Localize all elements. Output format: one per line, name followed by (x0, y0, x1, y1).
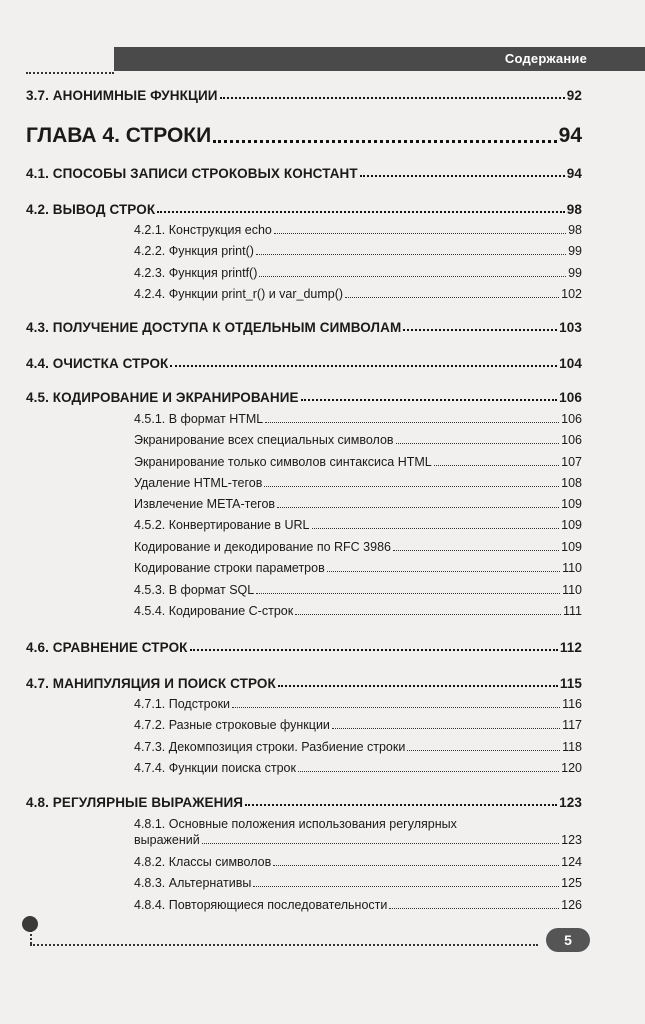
toc-leader (301, 399, 558, 401)
toc-subentry (134, 718, 582, 732)
toc-leader (278, 685, 558, 687)
toc-entry-label: 4.6. СРАВНЕНИЕ СТРОК (26, 640, 188, 655)
toc-entry-page: 123 (559, 795, 582, 810)
toc-subentry-page: 106 (561, 433, 582, 447)
toc-subentry-page: 108 (561, 476, 582, 490)
toc-subentry (134, 244, 582, 258)
toc-subentry-label: 4.2.4. Функции print_r() и var_dump() (134, 287, 344, 301)
toc-subentry-label: 4.8.3. Альтернативы (134, 876, 252, 890)
toc-entry-label: 4.4. ОЧИСТКА СТРОК (26, 356, 169, 371)
toc-entry (26, 390, 582, 405)
toc-subentry (134, 518, 582, 532)
toc-entry-label: 4.8. РЕГУЛЯРНЫЕ ВЫРАЖЕНИЯ (26, 795, 244, 810)
toc-subentry-label: 4.5.2. Конвертирование в URL (134, 518, 310, 532)
toc-chapter-page: 94 (558, 124, 582, 147)
toc-leader (277, 507, 559, 508)
toc-subentry-label: Кодирование и декодирование по RFC 3986 (134, 540, 391, 554)
toc-subentry (134, 604, 582, 618)
toc-leader (273, 865, 559, 866)
toc-subentry (134, 561, 582, 575)
toc-subentry (134, 761, 582, 775)
toc-subentry-label: 4.8.4. Повторяющиеся последовательности (134, 898, 388, 912)
toc-subentry-page: 120 (561, 761, 582, 775)
toc-entry-page: 104 (559, 356, 582, 371)
toc-subentry-label: 4.5.1. В формат HTML (134, 412, 264, 426)
toc-subentry-page: 98 (568, 223, 582, 237)
toc-entry-label: 4.1. СПОСОБЫ ЗАПИСИ СТРОКОВЫХ КОНСТАНТ (26, 166, 358, 181)
toc-subentry-label: Экранирование всех специальных символов (134, 433, 394, 447)
toc-entry-label: 4.5. КОДИРОВАНИЕ И ЭКРАНИРОВАНИЕ (26, 390, 299, 405)
toc-leader (157, 211, 565, 213)
toc-subentry (134, 740, 582, 754)
toc-leader (259, 276, 566, 277)
toc-leader (274, 233, 566, 234)
toc-leader (245, 804, 557, 806)
toc-leader (202, 843, 559, 844)
toc-entry-label: 4.3. ПОЛУЧЕНИЕ ДОСТУПА К ОТДЕЛЬНЫМ СИМВОЛАМ (26, 320, 402, 335)
toc-subentry-label: 4.2.3. Функция printf() (134, 266, 258, 280)
toc-leader (264, 486, 559, 487)
toc-subentry-label: 4.2.2. Функция print() (134, 244, 254, 258)
toc-subentry-page: 102 (561, 287, 582, 301)
toc-entry-label: 4.7. МАНИПУЛЯЦИЯ И ПОИСК СТРОК (26, 676, 276, 691)
toc-entry (26, 795, 582, 810)
toc-subentry (134, 876, 582, 890)
toc-leader (396, 443, 560, 444)
toc-leader (256, 254, 566, 255)
header-title: Содержание (504, 51, 587, 66)
toc-leader (403, 329, 557, 331)
toc-subentry-page: 99 (568, 266, 582, 280)
toc-subentry-label: Экранирование только символов синтаксиса HTML (134, 455, 432, 469)
toc-subentry (134, 855, 582, 869)
toc-leader (407, 750, 560, 751)
toc-subentry-page: 99 (568, 244, 582, 258)
toc-entry (26, 202, 582, 217)
toc-leader (345, 297, 559, 298)
toc-subentry (134, 412, 582, 426)
toc-entry-label: 4.2. ВЫВОД СТРОК (26, 202, 156, 217)
toc-subentry-page: 124 (561, 855, 582, 869)
toc-subentry (134, 455, 582, 469)
toc-subentry (134, 497, 582, 511)
header-bar (114, 47, 645, 71)
toc-subentry-page: 117 (562, 718, 582, 732)
toc-subentry-label: 4.2.1. Конструкция echo (134, 223, 272, 237)
toc-leader (220, 97, 565, 99)
toc-subentry (134, 433, 582, 447)
toc-subentry-label: 4.8.2. Классы символов (134, 855, 272, 869)
toc-chapter (26, 124, 582, 148)
toc-subentry (134, 697, 582, 711)
toc-subentry-page: 118 (562, 740, 582, 754)
toc-subentry-label: 4.5.3. В формат SQL (134, 583, 255, 597)
toc-subentry-label: Кодирование строки параметров (134, 561, 325, 575)
toc-entry (26, 640, 582, 655)
toc-subentry-page: 126 (561, 898, 582, 912)
toc-entry (26, 320, 582, 335)
toc-subentry-page: 123 (561, 833, 582, 847)
toc-subentry-page: 109 (561, 518, 582, 532)
toc-subentry-page: 116 (562, 697, 582, 711)
header-dotted-rule (26, 72, 114, 74)
toc-entry-page: 103 (559, 320, 582, 335)
toc-entry-page: 115 (559, 676, 582, 691)
toc-subentry-label: выражений (134, 833, 200, 847)
toc-subentry-label: 4.7.4. Функции поиска строк (134, 761, 296, 775)
toc-entry-page: 92 (566, 88, 582, 103)
toc-subentry-page: 107 (561, 455, 582, 469)
toc-entry (26, 88, 582, 103)
toc-leader (256, 593, 560, 594)
toc-subentry-label: 4.7.3. Декомпозиция строки. Разбиение строки (134, 740, 406, 754)
toc-subentry-label: 4.5.4. Кодирование С-строк (134, 604, 294, 618)
toc-leader (190, 649, 558, 651)
toc-subentry-page: 109 (561, 540, 582, 554)
toc-entry (26, 676, 582, 691)
toc-subentry-page: 125 (561, 876, 582, 890)
toc-subentry-label: 4.7.2. Разные строковые функции (134, 718, 330, 732)
toc-entry-label: 3.7. АНОНИМНЫЕ ФУНКЦИИ (26, 88, 218, 103)
toc-leader (213, 140, 556, 143)
toc-subentry-label: Извлечение META-тегов (134, 497, 276, 511)
page-number-badge: 5 (546, 928, 590, 952)
toc-entry-page: 106 (559, 390, 582, 405)
toc-subentry (134, 266, 582, 280)
toc-subentry-page: 111 (562, 604, 582, 618)
toc-subentry (134, 898, 582, 912)
toc-subentry-page: 110 (562, 561, 582, 575)
toc-leader (298, 771, 559, 772)
toc-subentry-page: 109 (561, 497, 582, 511)
toc-leader (327, 571, 560, 572)
toc-leader (232, 707, 560, 708)
toc-chapter-label: ГЛАВА 4. СТРОКИ (26, 124, 212, 147)
toc-entry-page: 98 (566, 202, 582, 217)
toc-subentry-label: Удаление HTML-тегов (134, 476, 263, 490)
toc-subentry-page: 110 (562, 583, 582, 597)
footer-dotted-vertical (30, 930, 32, 944)
toc-leader (253, 886, 559, 887)
toc-entry-page: 112 (559, 640, 582, 655)
toc-leader (265, 422, 559, 423)
toc-entry (26, 166, 582, 181)
toc-leader (393, 550, 559, 551)
toc-subentry (134, 540, 582, 554)
toc-subentry (134, 287, 582, 301)
toc-entry (26, 356, 582, 371)
toc-subentry (134, 583, 582, 597)
toc-leader (434, 465, 559, 466)
toc-subentry-page: 106 (561, 412, 582, 426)
toc-leader (360, 175, 565, 177)
toc-leader (170, 365, 557, 367)
footer-dotted-rule (30, 944, 538, 946)
toc-leader (389, 908, 559, 909)
toc-subentry (134, 223, 582, 237)
toc-subentry-line1: 4.8.1. Основные положения использования регулярных (134, 817, 457, 831)
toc-leader (295, 614, 561, 615)
toc-entry-page: 94 (566, 166, 582, 181)
toc-leader (332, 728, 560, 729)
toc-subentry (134, 476, 582, 490)
toc-subentry (134, 833, 582, 847)
toc-subentry-label: 4.7.1. Подстроки (134, 697, 231, 711)
toc-leader (312, 528, 560, 529)
